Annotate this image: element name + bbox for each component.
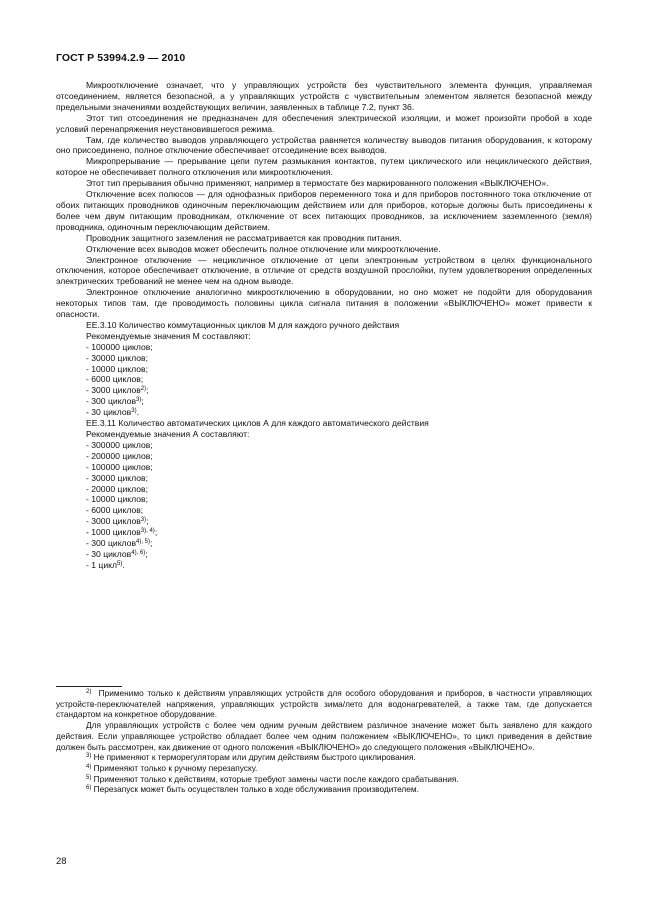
footnote: $^{5)}$ Применяют только к действиям, которые требуют замены части после каждого срабатывания.	[86, 773, 459, 784]
paragraph: Проводник защитного заземления не рассматривается как проводник питания.	[86, 232, 402, 243]
list-item: - 30 циклов$^{3)}$.	[86, 407, 139, 418]
paragraph: Микропрерывание — прерывание цепи путем размыкания контактов, путем циклического или нециклического действия, которое не обеспечивает полного отключения или микроотключения.	[56, 156, 592, 178]
paragraph: Отключение всех выводов может обеспечить полное отключение или микроотключение.	[86, 243, 441, 254]
section-intro-m: Рекомендуемые значения М составляют:	[86, 330, 251, 341]
paragraph: Электронное отключение — нецикличное отключение от цепи электронным устройством в целях функционального отключения, которое обеспечивает отключение, в отличие от средств воздушной прослойки, путем удовлетворения определенных электрических требований не менее чем на одном выводе.	[56, 254, 592, 287]
list-item: - 10000 циклов;	[86, 363, 148, 374]
paragraph: Микроотключение означает, что у управляющих устройств без чувствительного элемента функция, управляемая отсоединением, является безопасной, а у управляющих устройств с чувствительным элементом является безопасной между предельными значениями воздействующих величин, заявленных в таблице 7.2, пункт 36.	[56, 80, 592, 112]
section-heading-a: ЕЕ.3.11 Количество автоматических циклов А для каждого автоматического действия	[86, 418, 429, 429]
list-item: - 200000 циклов;	[86, 450, 153, 461]
list-item: - 30000 циклов;	[86, 352, 148, 363]
list-m	[56, 342, 592, 418]
footnote: $^{6)}$ Перезапуск может быть осуществлен только в ходе обслуживания производителем.	[86, 784, 419, 795]
list-item: - 1000 циклов$^{3), 4)}$;	[86, 527, 158, 538]
footnote-divider	[56, 686, 122, 687]
list-item: - 6000 циклов;	[86, 505, 144, 516]
list-item: - 300 циклов$^{3)}$;	[86, 396, 144, 407]
paragraph: Отключение всех полюсов — для однофазных приборов переменного тока и для приборов постоянного тока отключение от обоих питающих проводников одиночным переключающим действием или для приборов, которые должны быть присоединены к более чем двум питающим проводникам, отключение от всех питающих проводников, за исключением заземленного (земля) проводника, одиночным переключающим действием.	[56, 189, 592, 232]
paragraph: Этот тип отсоединения не предназначен для обеспечения электрической изоляции, и может произойти пробой в ходе условий перенапряжения неустановившегося режима.	[56, 112, 592, 134]
list-item: - 3000 циклов$^{3)}$;	[86, 516, 149, 527]
list-item: - 20000 циклов;	[86, 483, 148, 494]
footnotes	[56, 688, 592, 795]
document-header: ГОСТ Р 53994.2.9 — 2010	[56, 52, 186, 64]
paragraph: Электронное отключение аналогично микроотключению в оборудовании, но оно может не подойти для оборудования некоторых типов там, где проводимость половины цикла сигнала питания в положении «ВЫКЛЮЧЕНО» может привести к опасности.	[56, 287, 592, 320]
list-item: - 3000 циклов$^{2)}$;	[86, 385, 149, 396]
list-item: - 100000 циклов;	[86, 461, 153, 472]
footnote: $^{2)}$ Применимо только к действиям управляющих устройств для особого оборудования и приборов, в частности управляющих устройств-переключателей напряжения, управляющих устройств зима/лето для водонагревателей, а также там, где допускается стандартом на конкретное оборудование.	[56, 688, 592, 720]
paragraph: Этот тип прерывания обычно применяют, например в термостате без маркированного положения «ВЫКЛЮЧЕНО».	[86, 178, 549, 189]
list-item: - 30 циклов$^{4), 6)}$;	[86, 548, 148, 559]
section-intro-a: Рекомендуемые значения А составляют:	[86, 429, 250, 439]
list-item: - 300 циклов$^{4), 5)}$;	[86, 538, 153, 549]
footnote: Для управляющих устройств с более чем одним ручным действием различное значение может быть заявлено для каждого действия. Если управляющее устройство обладает более чем одним положением «ВЫКЛЮЧЕНО», то цикл приведения в действие должен быть рассмотрен, как движение от одного положения «ВЫКЛЮЧЕНО» до следующего положения «ВЫКЛЮЧЕНО».	[56, 720, 592, 752]
page-number: 28	[56, 856, 67, 867]
main-text	[56, 80, 592, 571]
section-heading-m: ЕЕ.3.10 Количество коммутационных циклов М для каждого ручного действия	[86, 319, 400, 330]
footnote: $^{3)}$ Не применяют к терморегуляторам или другим действиям быстрого циклирования.	[86, 752, 416, 763]
list-item: - 30000 циклов;	[86, 472, 148, 483]
list-item: - 6000 циклов;	[86, 374, 144, 385]
list-item: - 100000 циклов;	[86, 341, 153, 352]
list-a	[56, 440, 592, 571]
list-item: - 10000 циклов;	[86, 494, 148, 505]
list-item: - 300000 циклов;	[86, 439, 153, 450]
paragraph: Там, где количество выводов управляющего устройства равняется количеству выводов питания оборудования, к которому оно присоединено, полное отключение обеспечивает отсоединение всех выводов.	[56, 134, 592, 156]
list-item: - 1 цикл$^{5)}$.	[86, 559, 125, 570]
footnote: $^{4)}$ Применяют только к ручному перезапуску.	[86, 762, 258, 773]
